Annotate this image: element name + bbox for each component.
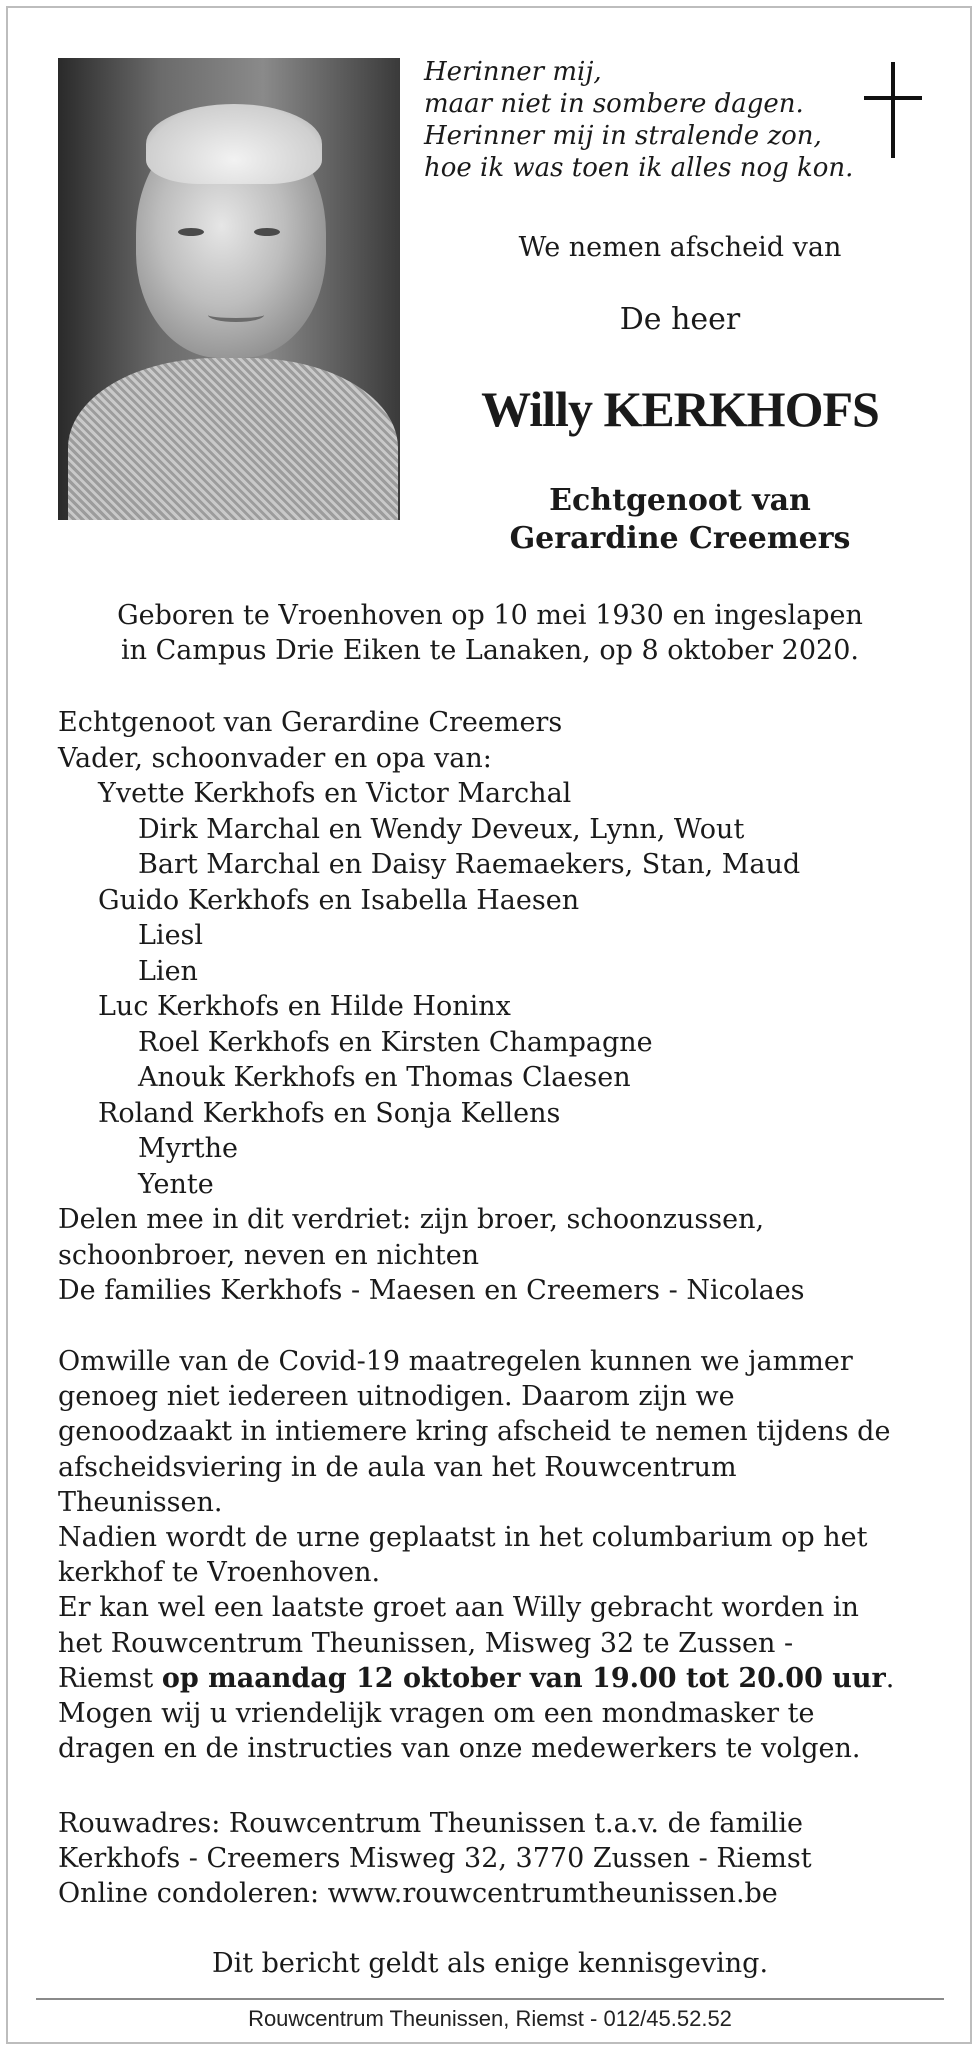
footer-text: Rouwcentrum Theunissen, Riemst - 012/45.52.52 bbox=[248, 2006, 732, 2031]
family-line: Luc Kerkhofs en Hilde Honinx bbox=[98, 991, 511, 1022]
paragraph-line: het Rouwcentrum Theunissen, Misweg 32 te Zussen - bbox=[58, 1627, 794, 1659]
spouse-block bbox=[420, 482, 940, 558]
intro-text: We nemen afscheid van bbox=[518, 232, 842, 263]
visit-suffix: . bbox=[885, 1662, 895, 1694]
poem-line: maar niet in sombere dagen. bbox=[424, 89, 804, 119]
address-line: Rouwadres: Rouwcentrum Theunissen t.a.v. de familie bbox=[58, 1808, 803, 1839]
paragraph-line: dragen en de instructies van onze medewerkers te volgen. bbox=[58, 1733, 861, 1765]
paragraph-line: Er kan wel een laatste groet aan Willy gebracht worden in bbox=[58, 1592, 859, 1624]
family-line: Roland Kerkhofs en Sonja Kellens bbox=[98, 1097, 561, 1129]
deceased-name: Willy KERKHOFS bbox=[481, 381, 879, 437]
covid-paragraph bbox=[58, 1344, 938, 1766]
family-line: Anouk Kerkhofs en Thomas Claesen bbox=[138, 1062, 631, 1093]
paragraph-line: kerkhof te Vroenhoven. bbox=[58, 1557, 381, 1589]
paragraph-line: afscheidsviering in de aula van het Rouwcentrum bbox=[58, 1451, 737, 1483]
paragraph-line: Omwille van de Covid-19 maatregelen kunnen we jammer bbox=[58, 1346, 853, 1377]
birth-line: Geboren te Vroenhoven op 10 mei 1930 en ingeslapen bbox=[117, 600, 863, 631]
family-line: Vader, schoonvader en opa van: bbox=[58, 742, 492, 774]
paragraph-line: Theunissen. bbox=[58, 1486, 223, 1518]
family-line: Yente bbox=[138, 1168, 214, 1200]
visit-prefix: Riemst bbox=[58, 1662, 162, 1694]
divider bbox=[36, 1998, 944, 2000]
paragraph-line: Mogen wij u vriendelijk vragen om een mondmasker te bbox=[58, 1698, 815, 1730]
poem-line: hoe ik was toen ik alles nog kon. bbox=[424, 153, 854, 183]
family-line: Yvette Kerkhofs en Victor Marchal bbox=[98, 778, 572, 809]
cross-icon bbox=[864, 62, 922, 158]
poem-line: Herinner mij, bbox=[424, 57, 602, 87]
family-list bbox=[58, 705, 938, 1309]
visit-line bbox=[58, 1661, 938, 1696]
title-text: De heer bbox=[619, 302, 741, 337]
spouse-line: Gerardine Creemers bbox=[509, 521, 851, 556]
address-block bbox=[58, 1806, 938, 1912]
family-line: schoonbroer, neven en nichten bbox=[58, 1239, 480, 1271]
family-line: Bart Marchal en Daisy Raemaekers, Stan, Maud bbox=[138, 849, 801, 880]
spouse-line: Echtgenoot van bbox=[549, 483, 811, 518]
portrait-photo bbox=[58, 58, 400, 520]
poem-line: Herinner mij in stralende zon, bbox=[424, 121, 822, 151]
paragraph-line: genoeg niet iedereen uitnodigen. Daarom zijn we bbox=[58, 1381, 735, 1413]
family-line: Roel Kerkhofs en Kirsten Champagne bbox=[138, 1026, 653, 1058]
family-line: Echtgenoot van Gerardine Creemers bbox=[58, 707, 563, 738]
visit-time: op maandag 12 oktober van 19.00 tot 20.00 uur bbox=[161, 1662, 886, 1694]
paragraph-line: Nadien wordt de urne geplaatst in het columbarium op het bbox=[58, 1522, 868, 1554]
paragraph-line: genoodzaakt in intiemere kring afscheid te nemen tijdens de bbox=[58, 1416, 891, 1448]
address-line: Online condoleren: www.rouwcentrumtheunissen.be bbox=[58, 1878, 778, 1910]
family-line: Guido Kerkhofs en Isabella Haesen bbox=[98, 884, 580, 916]
family-line: Delen mee in dit verdriet: zijn broer, schoonzussen, bbox=[58, 1204, 765, 1235]
family-line: Lien bbox=[138, 955, 198, 987]
family-line: De families Kerkhofs - Maesen en Creemers - Nicolaes bbox=[58, 1275, 805, 1306]
poem bbox=[424, 56, 854, 184]
birth-line: in Campus Drie Eiken te Lanaken, op 8 oktober 2020. bbox=[121, 635, 859, 666]
family-line: Liesl bbox=[138, 920, 204, 951]
family-line: Dirk Marchal en Wendy Deveux, Lynn, Wout bbox=[138, 813, 745, 845]
address-line: Kerkhofs - Creemers Misweg 32, 3770 Zussen - Riemst bbox=[58, 1843, 812, 1875]
notice-text: Dit bericht geldt als enige kennisgeving. bbox=[211, 1948, 769, 1979]
birth-info bbox=[40, 598, 940, 668]
family-line: Myrthe bbox=[138, 1133, 239, 1164]
